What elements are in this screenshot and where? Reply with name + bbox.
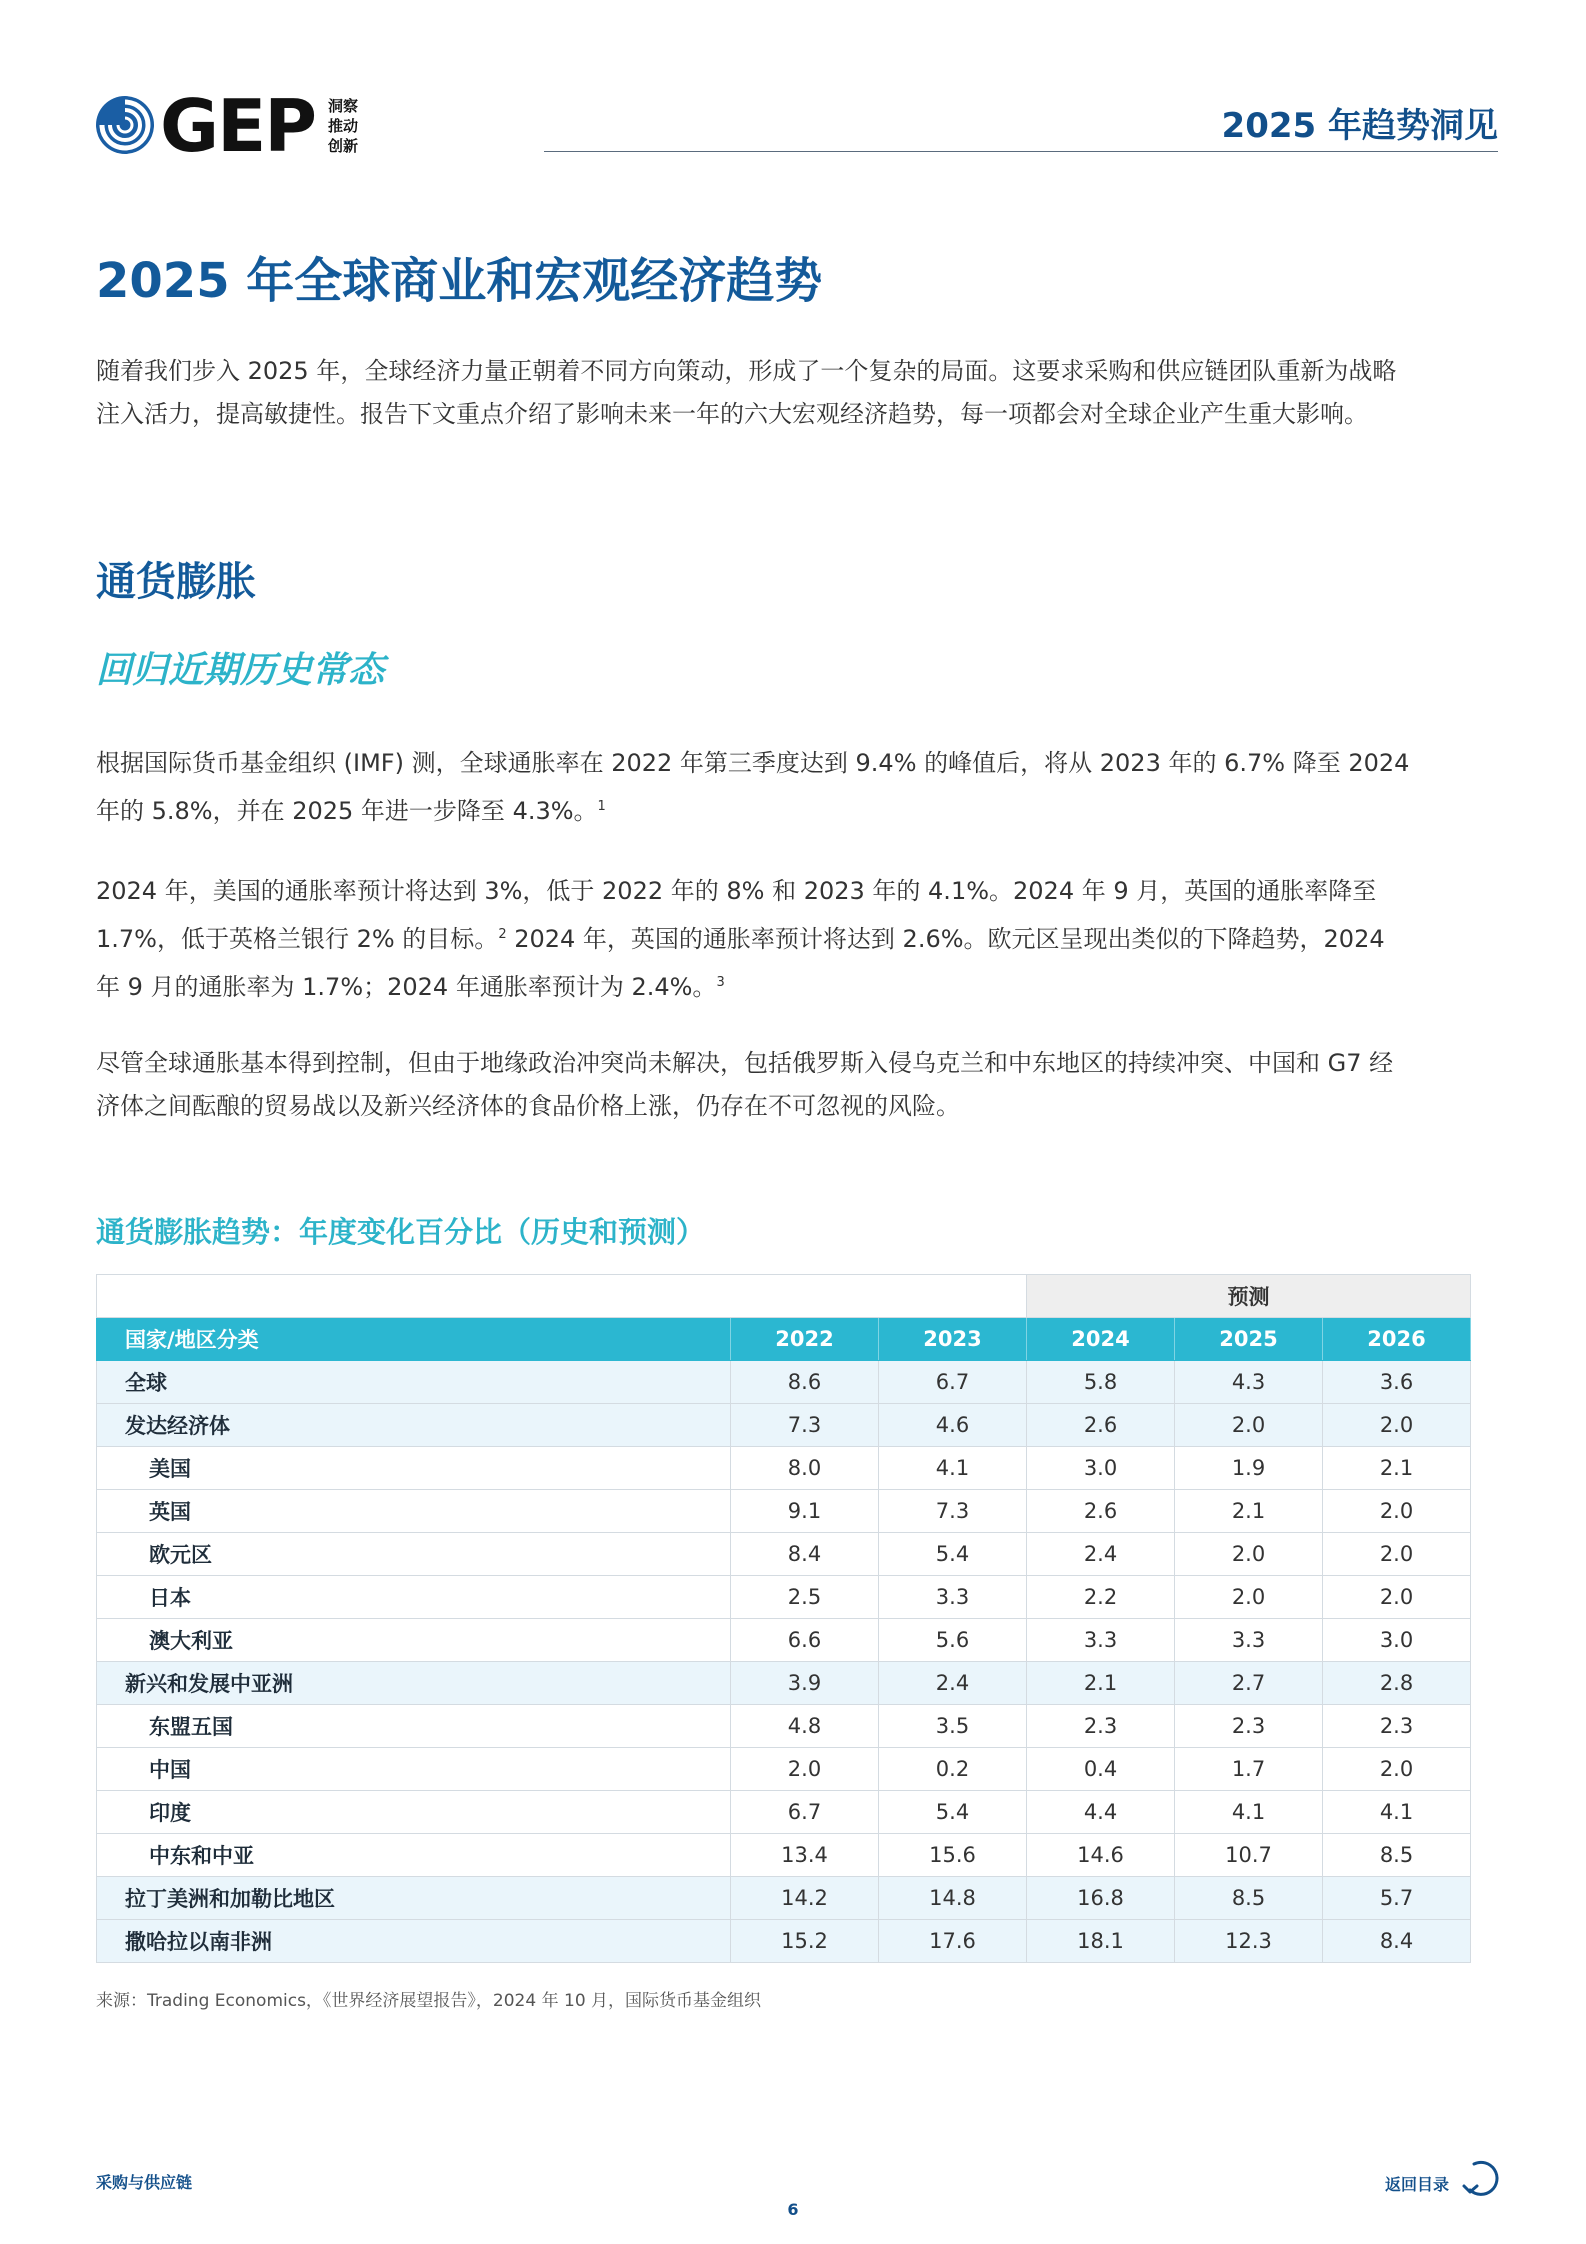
cell-value: 2.1: [1323, 1447, 1471, 1490]
cell-value: 4.1: [879, 1447, 1027, 1490]
col-header-region: 国家/地区分类: [97, 1318, 731, 1361]
cell-value: 3.5: [879, 1705, 1027, 1748]
table-row: [97, 1662, 1471, 1705]
cell-value: 4.1: [1323, 1791, 1471, 1834]
cell-value: 2.0: [1323, 1404, 1471, 1447]
forecast-header-row: [97, 1275, 1471, 1318]
forecast-label: 预测: [1027, 1275, 1471, 1318]
col-header-2023: 2023: [879, 1318, 1027, 1361]
footnote-ref-1[interactable]: 1: [597, 799, 606, 814]
cell-value: 13.4: [731, 1834, 879, 1877]
inflation-table: [96, 1274, 1471, 1963]
table-row: [97, 1361, 1471, 1404]
row-label: 发达经济体: [97, 1404, 731, 1447]
cell-value: 5.7: [1323, 1877, 1471, 1920]
cell-value: 5.6: [879, 1619, 1027, 1662]
cell-value: 2.5: [731, 1576, 879, 1619]
cell-value: 2.8: [1323, 1662, 1471, 1705]
cell-value: 2.3: [1175, 1705, 1323, 1748]
gep-logo: [94, 84, 394, 168]
cell-value: 2.4: [879, 1662, 1027, 1705]
section-heading: 通货膨胀: [96, 559, 256, 605]
section-subheading: 回归近期历史常态: [96, 650, 385, 691]
header-title: 2025 年趋势洞见: [1221, 106, 1498, 146]
table-row: [97, 1791, 1471, 1834]
cell-value: 5.4: [879, 1791, 1027, 1834]
table-row: [97, 1705, 1471, 1748]
row-label: 日本: [97, 1576, 731, 1619]
logo-wordmark: GEP: [160, 84, 316, 168]
cell-value: 2.1: [1027, 1662, 1175, 1705]
cell-value: 4.6: [879, 1404, 1027, 1447]
cell-value: 2.7: [1175, 1662, 1323, 1705]
cell-value: 4.4: [1027, 1791, 1175, 1834]
cell-value: 14.6: [1027, 1834, 1175, 1877]
col-header-2022: 2022: [731, 1318, 879, 1361]
header-divider: [544, 151, 1498, 152]
table-row: [97, 1920, 1471, 1963]
table-row: [97, 1490, 1471, 1533]
cell-value: 3.6: [1323, 1361, 1471, 1404]
cell-value: 8.5: [1175, 1877, 1323, 1920]
row-label: 拉丁美洲和加勒比地区: [97, 1877, 731, 1920]
cell-value: 9.1: [731, 1490, 879, 1533]
paragraph-1: 根据国际货币基金组织 (IMF) 测，全球通胀率在 2022 年第三季度达到 9.4% 的峰值后，将从 2023 年的 6.7% 降至 2024 年的 5.8%，并在 2025 年进一步降至 4.3%。$^1$: [96, 749, 1410, 825]
cell-value: 8.0: [731, 1447, 879, 1490]
table-row: [97, 1576, 1471, 1619]
cell-value: 7.3: [731, 1404, 879, 1447]
col-header-2024: 2024: [1027, 1318, 1175, 1361]
cell-value: 3.3: [1027, 1619, 1175, 1662]
row-label: 欧元区: [97, 1533, 731, 1576]
footnote-ref-3[interactable]: 3: [716, 975, 725, 990]
cell-value: 3.0: [1323, 1619, 1471, 1662]
cell-value: 15.2: [731, 1920, 879, 1963]
cell-value: 14.8: [879, 1877, 1027, 1920]
cell-value: 8.4: [731, 1533, 879, 1576]
cell-value: 1.7: [1175, 1748, 1323, 1791]
cell-value: 2.6: [1027, 1490, 1175, 1533]
cell-value: 8.6: [731, 1361, 879, 1404]
footnote-ref-2[interactable]: 2: [498, 927, 507, 942]
cell-value: 2.2: [1027, 1576, 1175, 1619]
return-arrow-icon[interactable]: [1460, 2156, 1504, 2200]
table-row: [97, 1877, 1471, 1920]
footer-section-label: 采购与供应链: [96, 2173, 193, 2192]
page-number: 6: [787, 2200, 799, 2219]
cell-value: 2.1: [1175, 1490, 1323, 1533]
cell-value: 3.0: [1027, 1447, 1175, 1490]
cell-value: 17.6: [879, 1920, 1027, 1963]
cell-value: 0.4: [1027, 1748, 1175, 1791]
cell-value: 7.3: [879, 1490, 1027, 1533]
cell-value: 16.8: [1027, 1877, 1175, 1920]
cell-value: 2.0: [731, 1748, 879, 1791]
table-source: 来源：Trading Economics，《世界经济展望报告》，2024 年 10 月，国际货币基金组织: [96, 1991, 762, 2011]
table-title: 通货膨胀趋势：年度变化百分比（历史和预测）: [96, 1215, 706, 1249]
logo-tagline: 洞察 推动 创新: [328, 97, 359, 155]
paragraph-2: 2024 年，美国的通胀率预计将达到 3%，低于 2022 年的 8% 和 2023 年的 4.1%。2024 年 9 月，英国的通胀率降至 1.7%，低于英格兰银行 2% 的目标。$^2$ 2024 年，英国的通胀率预计将达到 2.6%。欧元区呈现出类似的下降趋势，2024 年 9 月的通胀率为 1.7%；2024 年通胀率预计为 2.4%。$^3$: [96, 877, 1385, 1001]
cell-value: 0.2: [879, 1748, 1027, 1791]
cell-value: 8.5: [1323, 1834, 1471, 1877]
row-label: 印度: [97, 1791, 731, 1834]
cell-value: 10.7: [1175, 1834, 1323, 1877]
row-label: 英国: [97, 1490, 731, 1533]
table-row: [97, 1533, 1471, 1576]
cell-value: 1.9: [1175, 1447, 1323, 1490]
cell-value: 2.0: [1323, 1748, 1471, 1791]
page-title: 2025 年全球商业和宏观经济趋势: [96, 253, 823, 309]
cell-value: 2.0: [1175, 1404, 1323, 1447]
cell-value: 3.9: [731, 1662, 879, 1705]
table-body: [97, 1361, 1471, 1963]
cell-value: 15.6: [879, 1834, 1027, 1877]
cell-value: 12.3: [1175, 1920, 1323, 1963]
cell-value: 2.0: [1323, 1576, 1471, 1619]
cell-value: 2.0: [1323, 1490, 1471, 1533]
cell-value: 6.7: [731, 1791, 879, 1834]
cell-value: 14.2: [731, 1877, 879, 1920]
cell-value: 2.3: [1027, 1705, 1175, 1748]
paragraph-3: 尽管全球通胀基本得到控制，但由于地缘政治冲突尚未解决，包括俄罗斯入侵乌克兰和中东地区的持续冲突、中国和 G7 经济体之间酝酿的贸易战以及新兴经济体的食品价格上涨，仍存在不可忽视的风险。: [96, 1049, 1394, 1120]
intro-paragraph: 随着我们步入 2025 年，全球经济力量正朝着不同方向策动，形成了一个复杂的局面。这要求采购和供应链团队重新为战略注入活力，提高敏捷性。报告下文重点介绍了影响未来一年的六大宏观经济趋势，每一项都会对全球企业产生重大影响。: [96, 357, 1397, 428]
cell-value: 3.3: [1175, 1619, 1323, 1662]
row-label: 新兴和发展中亚洲: [97, 1662, 731, 1705]
cell-value: 6.7: [879, 1361, 1027, 1404]
cell-value: 2.6: [1027, 1404, 1175, 1447]
table-row: [97, 1619, 1471, 1662]
cell-value: 2.0: [1175, 1533, 1323, 1576]
cell-value: 2.3: [1323, 1705, 1471, 1748]
cell-value: 5.8: [1027, 1361, 1175, 1404]
table-row: [97, 1748, 1471, 1791]
col-header-2026: 2026: [1323, 1318, 1471, 1361]
row-label: 中东和中亚: [97, 1834, 731, 1877]
cell-value: 4.8: [731, 1705, 879, 1748]
cell-value: 2.0: [1323, 1533, 1471, 1576]
row-label: 东盟五国: [97, 1705, 731, 1748]
cell-value: 3.3: [879, 1576, 1027, 1619]
col-header-2025: 2025: [1175, 1318, 1323, 1361]
row-label: 全球: [97, 1361, 731, 1404]
row-label: 撒哈拉以南非洲: [97, 1920, 731, 1963]
table-row: [97, 1447, 1471, 1490]
cell-value: 4.3: [1175, 1361, 1323, 1404]
cell-value: 8.4: [1323, 1920, 1471, 1963]
cell-value: 5.4: [879, 1533, 1027, 1576]
cell-value: 2.0: [1175, 1576, 1323, 1619]
cell-value: 4.1: [1175, 1791, 1323, 1834]
cell-value: 2.4: [1027, 1533, 1175, 1576]
row-label: 美国: [97, 1447, 731, 1490]
row-label: 中国: [97, 1748, 731, 1791]
row-label: 澳大利亚: [97, 1619, 731, 1662]
table-row: [97, 1404, 1471, 1447]
cell-value: 6.6: [731, 1619, 879, 1662]
gep-swirl-icon: [94, 94, 156, 156]
table-row: [97, 1834, 1471, 1877]
back-to-toc-link[interactable]: 返回目录: [1385, 2175, 1450, 2194]
table-header-row: [97, 1318, 1471, 1361]
cell-value: 18.1: [1027, 1920, 1175, 1963]
